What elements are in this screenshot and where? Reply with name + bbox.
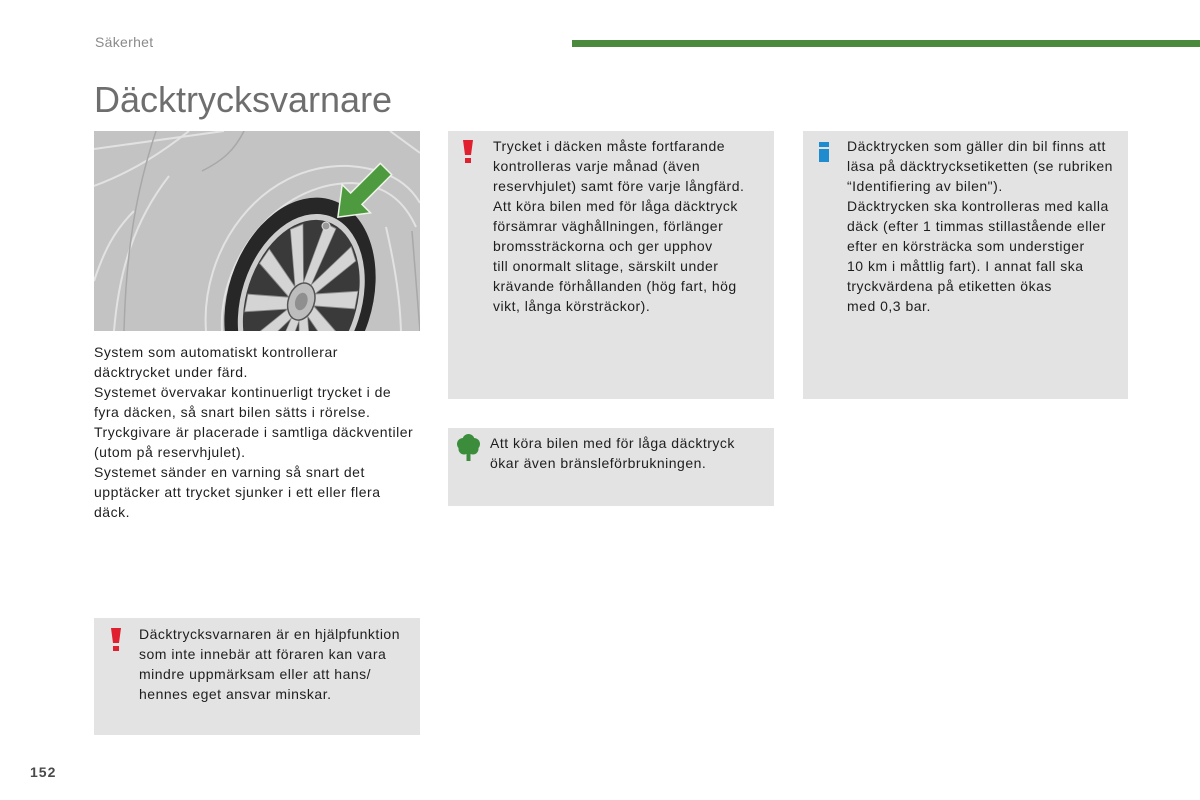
text-line: ökar även bränsleförbrukningen. [490,455,707,471]
info-icon [819,142,829,167]
text-line: fyra däcken, så snart bilen sätts i rörelse. [94,404,371,420]
warning-icon [111,628,121,656]
text-line: som inte innebär att föraren kan vara [139,646,387,662]
text-line: bromssträckorna och ger upphov [493,238,713,254]
text-line: däck (efter 1 timmas stillastående eller [847,218,1106,234]
text-line: Däcktrycken ska kontrolleras med kalla [847,198,1109,214]
text-line: (utom på reservhjulet). [94,444,246,460]
text-line: 10 km i måttlig fart). I annat fall ska [847,258,1084,274]
text-line: Tryckgivare är placerade i samtliga däckventiler [94,424,414,440]
text-line: Trycket i däcken måste fortfarande [493,138,726,154]
text-line: Systemet övervakar kontinuerligt trycket i de [94,384,392,400]
text-line: Däcktrycksvarnaren är en hjälpfunktion [139,626,401,642]
page-title: Däcktrycksvarnare [94,79,393,120]
text-line: efter en körsträcka som understiger [847,238,1085,254]
warning-text [139,624,400,704]
info-text [847,136,1113,316]
page-number: 152 [30,764,57,780]
warning-box-assist-function [94,618,420,735]
warning-box-pressure-check [448,131,774,399]
text-line: Systemet sänder en varning så snart det [94,464,365,480]
info-box-pressure-label [803,131,1128,399]
text-line: tryckvärdena på etiketten ökas [847,278,1052,294]
text-line: däck. [94,504,130,520]
text-line: försämrar väghållningen, förlänger [493,218,724,234]
text-line: reservhjulet) samt före varje långfärd. [493,178,745,194]
eco-tree-icon [457,434,480,466]
text-line: vikt, långa körsträckor). [493,298,651,314]
text-line: läsa på däcktrycksetiketten (se rubriken [847,158,1113,174]
tire-pressure-sensor-illustration [94,131,420,331]
text-line: System som automatiskt kontrollerar [94,344,338,360]
warning-icon [463,140,473,168]
text-line: Däcktrycken som gäller din bil finns att [847,138,1106,154]
intro-text [94,342,413,522]
eco-box-fuel-consumption [448,428,774,506]
section-label: Säkerhet [95,34,154,50]
text-line: krävande förhållanden (hög fart, hög [493,278,737,294]
accent-bar [572,40,1200,47]
text-line: “Identifiering av bilen"). [847,178,1003,194]
text-line: Att köra bilen med för låga däcktryck [493,198,738,214]
text-line: kontrolleras varje månad (även [493,158,701,174]
text-line: Att köra bilen med för låga däcktryck [490,435,735,451]
text-line: däcktrycket under färd. [94,364,248,380]
text-line: hennes eget ansvar minskar. [139,686,332,702]
text-line: med 0,3 bar. [847,298,931,314]
text-line: upptäcker att trycket sjunker i ett eller flera [94,484,381,500]
eco-text [490,433,735,473]
warning-text [493,136,744,316]
text-line: till onormalt slitage, särskilt under [493,258,719,274]
text-line: mindre uppmärksam eller att hans/ [139,666,372,682]
